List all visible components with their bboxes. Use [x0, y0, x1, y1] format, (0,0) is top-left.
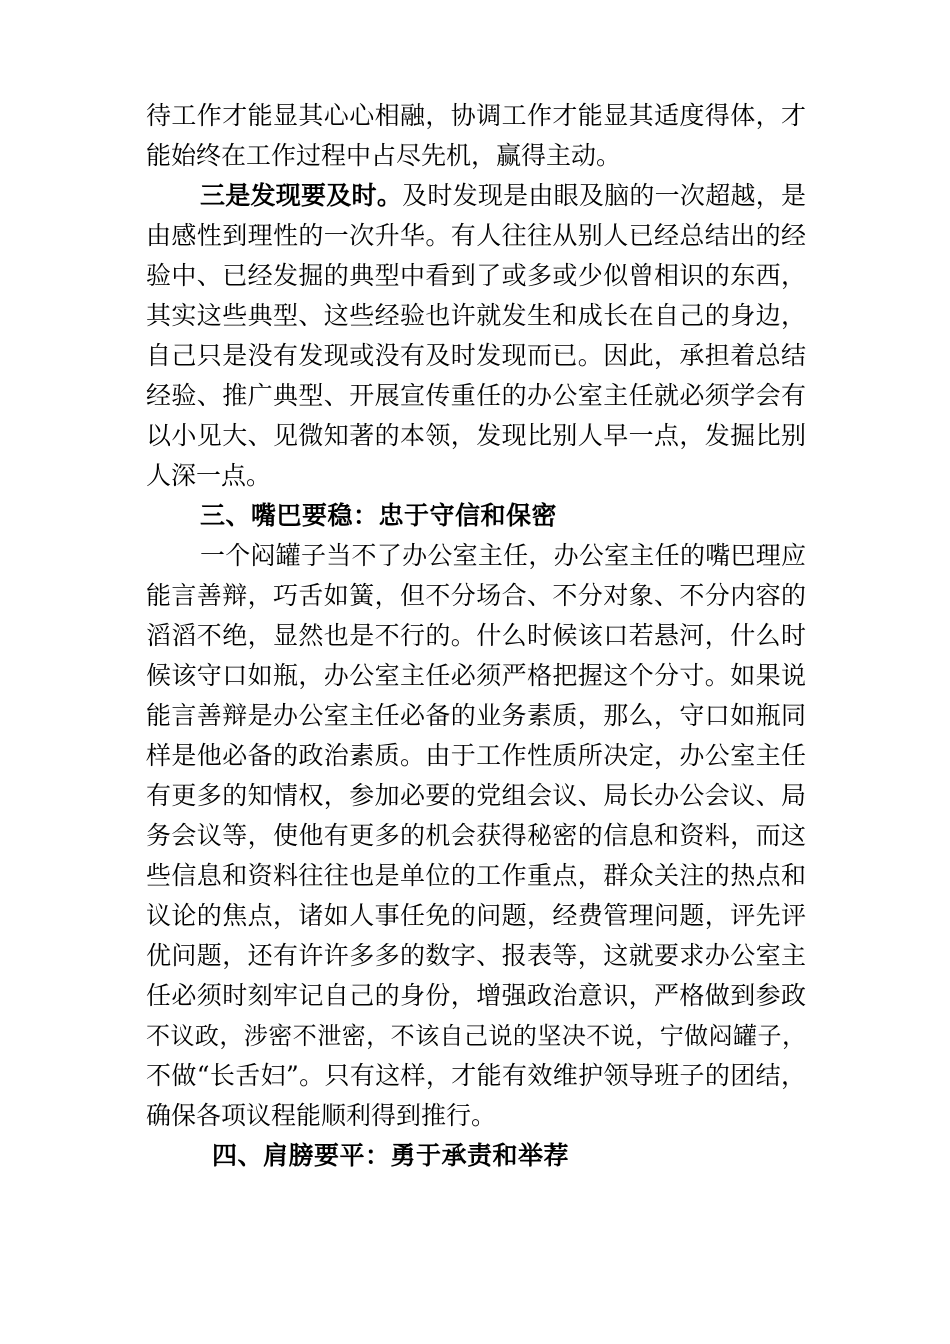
paragraph-2-line-6: 经验、推广典型、开展宣传重任的办公室主任就必须学会有 [146, 381, 806, 410]
paragraph-2-line-3: 验中、已经发掘的典型中看到了或多或少似曾相识的东西， [146, 261, 806, 290]
paragraph-3-line-12: 任必须时刻牢记自己的身份，增强政治意识，严格做到参政 [146, 981, 806, 1010]
paragraph-2-line-1-rest: 及时发现是由眼及脑的一次超越，是 [402, 181, 806, 210]
paragraph-3-line-9: 些信息和资料往往也是单位的工作重点，群众关注的热点和 [146, 861, 806, 890]
paragraph-2-line-7: 以小见大、见微知著的本领，发现比别人早一点，发掘比别 [146, 421, 806, 450]
paragraph-3-line-14: 不做“长舌妇”。只有这样，才能有效维护领导班子的团结， [146, 1061, 806, 1090]
paragraph-1-line-1: 待工作才能显其心心相融，协调工作才能显其适度得体，才 [146, 101, 806, 130]
paragraph-3-line-3: 滔滔不绝，显然也是不行的。什么时候该口若悬河，什么时 [146, 621, 806, 650]
paragraph-3-line-6: 样是他必备的政治素质。由于工作性质所决定，办公室主任 [146, 741, 806, 770]
paragraph-1-line-2: 能始终在工作过程中占尽先机，赢得主动。 [146, 141, 622, 170]
paragraph-2-line-8: 人深一点。 [146, 461, 272, 490]
paragraph-3-line-8: 务会议等，使他有更多的机会获得秘密的信息和资料，而这 [146, 821, 806, 850]
paragraph-3-line-10: 议论的焦点，诸如人事任免的问题，经费管理问题，评先评 [146, 901, 806, 930]
section-4-heading: 四、肩膀要平：勇于承责和举荐 [212, 1141, 570, 1170]
paragraph-3-line-15: 确保各项议程能顺利得到推行。 [146, 1101, 497, 1130]
paragraph-3-line-11: 优问题，还有许许多多的数字、报表等，这就要求办公室主 [146, 941, 806, 970]
paragraph-2-line-5: 自己只是没有发现或没有及时发现而已。因此，承担着总结 [146, 341, 806, 370]
paragraph-3-line-7: 有更多的知情权，参加必要的党组会议、局长办公会议、局 [146, 781, 806, 810]
paragraph-2-line-4: 其实这些典型、这些经验也许就发生和成长在自己的身边， [146, 301, 806, 330]
paragraph-3-line-13: 不议政，涉密不泄密，不该自己说的坚决不说，宁做闷罐子， [146, 1022, 806, 1050]
paragraph-3-line-5: 能言善辩是办公室主任必备的业务素质，那么，守口如瓶同 [146, 701, 806, 730]
paragraph-2-line-1 [200, 176, 806, 216]
paragraph-2-line-2: 由感性到理性的一次升华。有人往往从别人已经总结出的经 [146, 221, 806, 250]
paragraph-3-line-1: 一个闷罐子当不了办公室主任，办公室主任的嘴巴理应 [200, 541, 806, 570]
section-3-heading: 三、嘴巴要稳：忠于守信和保密 [200, 501, 558, 530]
paragraph-3-line-2: 能言善辩，巧舌如簧，但不分场合、不分对象、不分内容的 [146, 581, 806, 610]
paragraph-3-line-4: 候该守口如瓶，办公室主任必须严格把握这个分寸。如果说 [146, 661, 806, 690]
paragraph-2-lead: 三是发现要及时。 [200, 181, 403, 210]
